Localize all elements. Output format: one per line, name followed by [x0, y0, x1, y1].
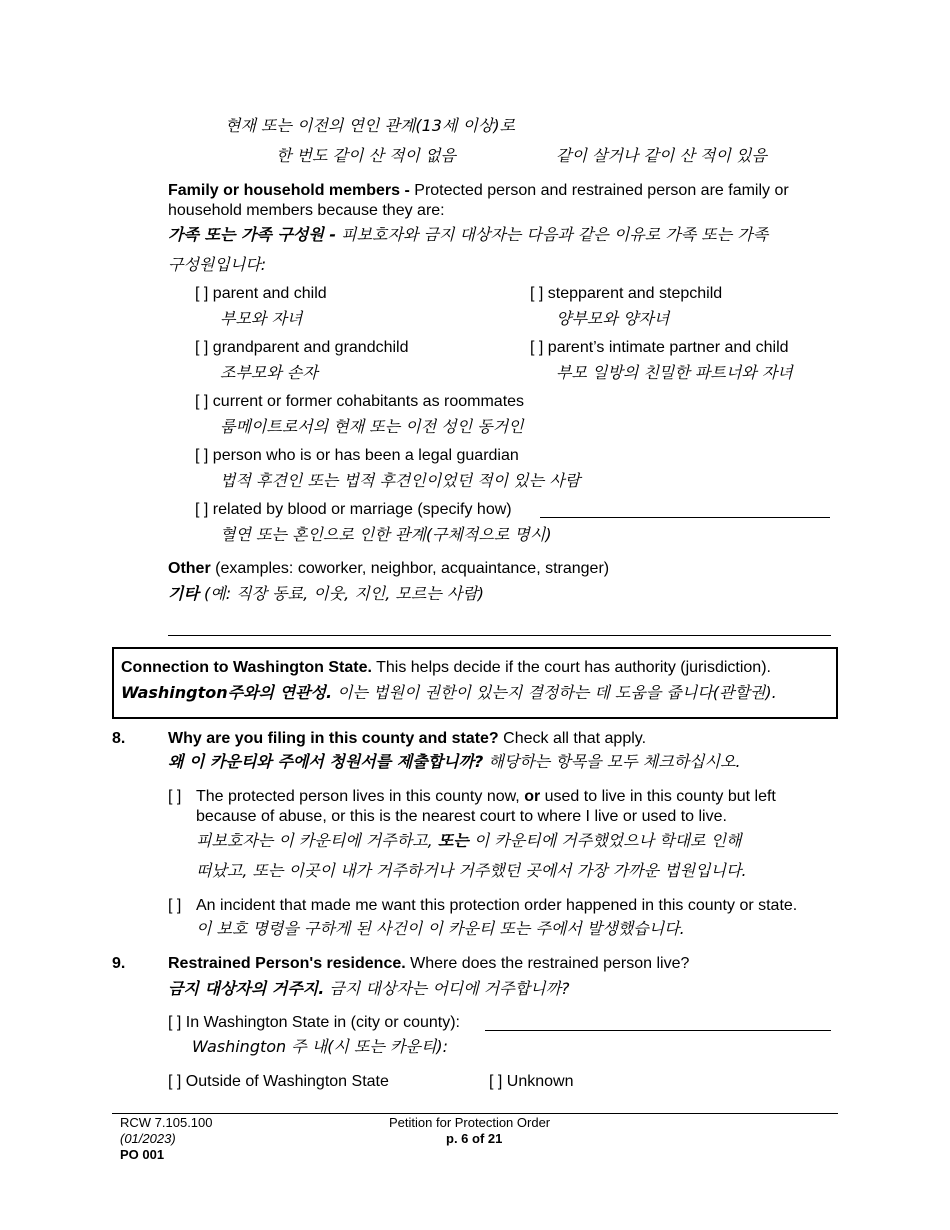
option-label: current or former cohabitants as roommates	[212, 393, 525, 410]
q9-outside-label: Outside of Washington State	[185, 1073, 389, 1090]
option-blood-marriage-ko: 혈연 또는 혼인으로 인한 관계(구체적으로 명시)	[220, 525, 552, 544]
family-desc-line2: household members because they are:	[168, 202, 445, 219]
dating-heading-ko: 현재 또는 이전의 연인 관계(13세 이상)로	[225, 116, 516, 135]
q9-unknown-label: Unknown	[506, 1073, 574, 1090]
q9-in-state-label: In Washington State in (city or county):	[185, 1014, 460, 1031]
q8-number: 8.	[112, 730, 126, 747]
option-label: stepparent and stepchild	[547, 285, 723, 302]
footer-divider	[112, 1113, 838, 1114]
option-label: related by blood or marriage (specify how)	[212, 501, 512, 518]
option-cohabitants-ko: 룸메이트로서의 현재 또는 이전 성인 동거인	[220, 417, 524, 436]
q9-number: 9.	[112, 955, 126, 972]
connection-title-line-ko	[121, 683, 777, 703]
q8-opt1-checkbox[interactable]: [ ]	[168, 788, 182, 805]
q9-in-state-option[interactable]	[168, 1013, 460, 1033]
family-intro-ko	[168, 225, 768, 245]
q9-unknown-option[interactable]	[489, 1072, 574, 1092]
never-lived-option-ko: 한 번도 같이 산 적이 없음	[276, 146, 456, 165]
lived-option-ko: 같이 살거나 같이 산 적이 있음	[556, 146, 767, 165]
checkbox[interactable]: [ ]	[195, 339, 209, 356]
option-label: parent’s intimate partner and child	[547, 339, 789, 356]
q8-opt1-ko-or: 또는	[437, 831, 469, 850]
q8-opt1-ko-a: 피보호자는 이 카운티에 거주하고,	[196, 831, 438, 850]
option-label: person who is or has been a legal guardian	[212, 447, 519, 464]
other-label-ko: 기타	[168, 584, 199, 603]
q8-instruction-ko: 해당하는 항목을 모두 체크하십시오.	[483, 752, 741, 771]
q9-question-line-ko	[168, 979, 570, 999]
option-grandparent-ko: 조부모와 손자	[220, 363, 318, 382]
q9-in-state-label-ko: Washington 주 내(시 또는 카운티):	[192, 1037, 449, 1056]
connection-desc: This helps decide if the court has authority (jurisdiction).	[371, 659, 771, 676]
q8-opt1-part1: The protected person lives in this county now,	[196, 788, 525, 805]
other-input-line[interactable]	[168, 635, 831, 636]
checkbox[interactable]: [ ]	[168, 1073, 182, 1090]
family-desc-ko-line2: 구성원입니다:	[168, 255, 267, 274]
q8-opt1-ko-line2: 떠났고, 또는 이곳이 내가 거주하거나 거주했던 곳에서 가장 가까운 법원입니다.	[196, 861, 747, 880]
family-desc-line1: Protected person and restrained person are family or	[409, 182, 789, 199]
footer-date: (01/2023)	[120, 1131, 176, 1146]
q9-question: Restrained Person's residence.	[168, 955, 406, 972]
option-label: parent and child	[212, 285, 327, 302]
q8-opt1-part2: used to live in this county but left	[540, 788, 776, 805]
family-title-ko: 가족 또는 가족 구성원 -	[168, 225, 337, 244]
q8-opt1-ko-line1	[196, 831, 741, 851]
q8-opt2-label-ko: 이 보호 명령을 구하게 된 사건이 이 카운티 또는 주에서 발생했습니다.	[196, 919, 685, 938]
checkbox[interactable]: [ ]	[530, 339, 544, 356]
q8-question-line	[168, 729, 646, 749]
option-grandparent[interactable]	[195, 338, 409, 358]
other-desc-ko: (예: 직장 동료, 이웃, 지인, 모르는 사람)	[198, 584, 485, 603]
q9-instruction: Where does the restrained person live?	[405, 955, 690, 972]
footer-title: Petition for Protection Order	[389, 1115, 551, 1130]
q8-opt1-line2: because of abuse, or this is the nearest court to where I live or used to live.	[196, 808, 727, 825]
q8-question-line-ko	[168, 752, 741, 772]
q9-question-ko: 금지 대상자의 거주지.	[168, 979, 325, 998]
other-option	[168, 559, 609, 579]
option-stepparent[interactable]	[530, 284, 722, 304]
connection-title-ko: Washington주와의 연관성.	[121, 683, 333, 702]
q8-opt1-line1	[196, 787, 776, 807]
q8-opt1-or: or	[524, 788, 541, 805]
family-title: Family or household members -	[168, 182, 410, 199]
other-label: Other	[168, 560, 211, 577]
connection-title: Connection to Washington State.	[121, 659, 372, 676]
checkbox[interactable]: [ ]	[195, 393, 209, 410]
connection-desc-ko: 이는 법원이 권한이 있는지 결정하는 데 도움을 줍니다(관할권).	[332, 683, 777, 702]
checkbox[interactable]: [ ]	[489, 1073, 503, 1090]
family-intro	[168, 181, 789, 201]
option-parent-child[interactable]	[195, 284, 327, 304]
family-desc-ko-line1: 피보호자와 금지 대상자는 다음과 같은 이유로 가족 또는 가족	[336, 225, 769, 244]
checkbox[interactable]: [ ]	[195, 501, 209, 518]
q9-instruction-ko: 금지 대상자는 어디에 거주합니까?	[324, 979, 570, 998]
footer-rcw: RCW 7.105.100	[120, 1115, 213, 1130]
other-option-ko	[168, 584, 484, 604]
q8-opt2-label: An incident that made me want this protection order happened in this county or state.	[196, 897, 798, 914]
city-county-input-line[interactable]	[485, 1030, 831, 1031]
q9-question-line	[168, 954, 689, 974]
option-blood-marriage[interactable]	[195, 500, 512, 520]
q8-question: Why are you filing in this county and state?	[168, 730, 499, 747]
q8-instruction: Check all that apply.	[498, 730, 647, 747]
option-label: grandparent and grandchild	[212, 339, 409, 356]
checkbox[interactable]: [ ]	[195, 285, 209, 302]
q8-opt2-checkbox[interactable]: [ ]	[168, 897, 182, 914]
option-guardian-ko: 법적 후견인 또는 법적 후견인이었던 적이 있는 사람	[220, 471, 581, 490]
q8-question-ko: 왜 이 카운티와 주에서 청원서를 제출합니까?	[168, 752, 484, 771]
q8-opt1-ko-b: 이 카운티에 거주했었으나 학대로 인해	[468, 831, 742, 850]
option-cohabitants[interactable]	[195, 392, 524, 412]
option-guardian[interactable]	[195, 446, 519, 466]
checkbox[interactable]: [ ]	[530, 285, 544, 302]
footer-form-number: PO 001	[120, 1147, 165, 1162]
checkbox[interactable]: [ ]	[195, 447, 209, 464]
checkbox[interactable]: [ ]	[168, 1014, 182, 1031]
option-stepparent-ko: 양부모와 양자녀	[556, 309, 670, 328]
option-parent-child-ko: 부모와 자녀	[220, 309, 303, 328]
option-intimate-partner-ko: 부모 일방의 친밀한 파트너와 자녀	[556, 363, 793, 382]
specify-how-field[interactable]	[540, 517, 830, 518]
q9-outside-option[interactable]	[168, 1072, 389, 1092]
connection-title-line	[121, 658, 771, 678]
option-intimate-partner[interactable]	[530, 338, 789, 358]
footer-page-number: p. 6 of 21	[446, 1131, 503, 1146]
other-desc: (examples: coworker, neighbor, acquaintance, stranger)	[210, 560, 610, 577]
